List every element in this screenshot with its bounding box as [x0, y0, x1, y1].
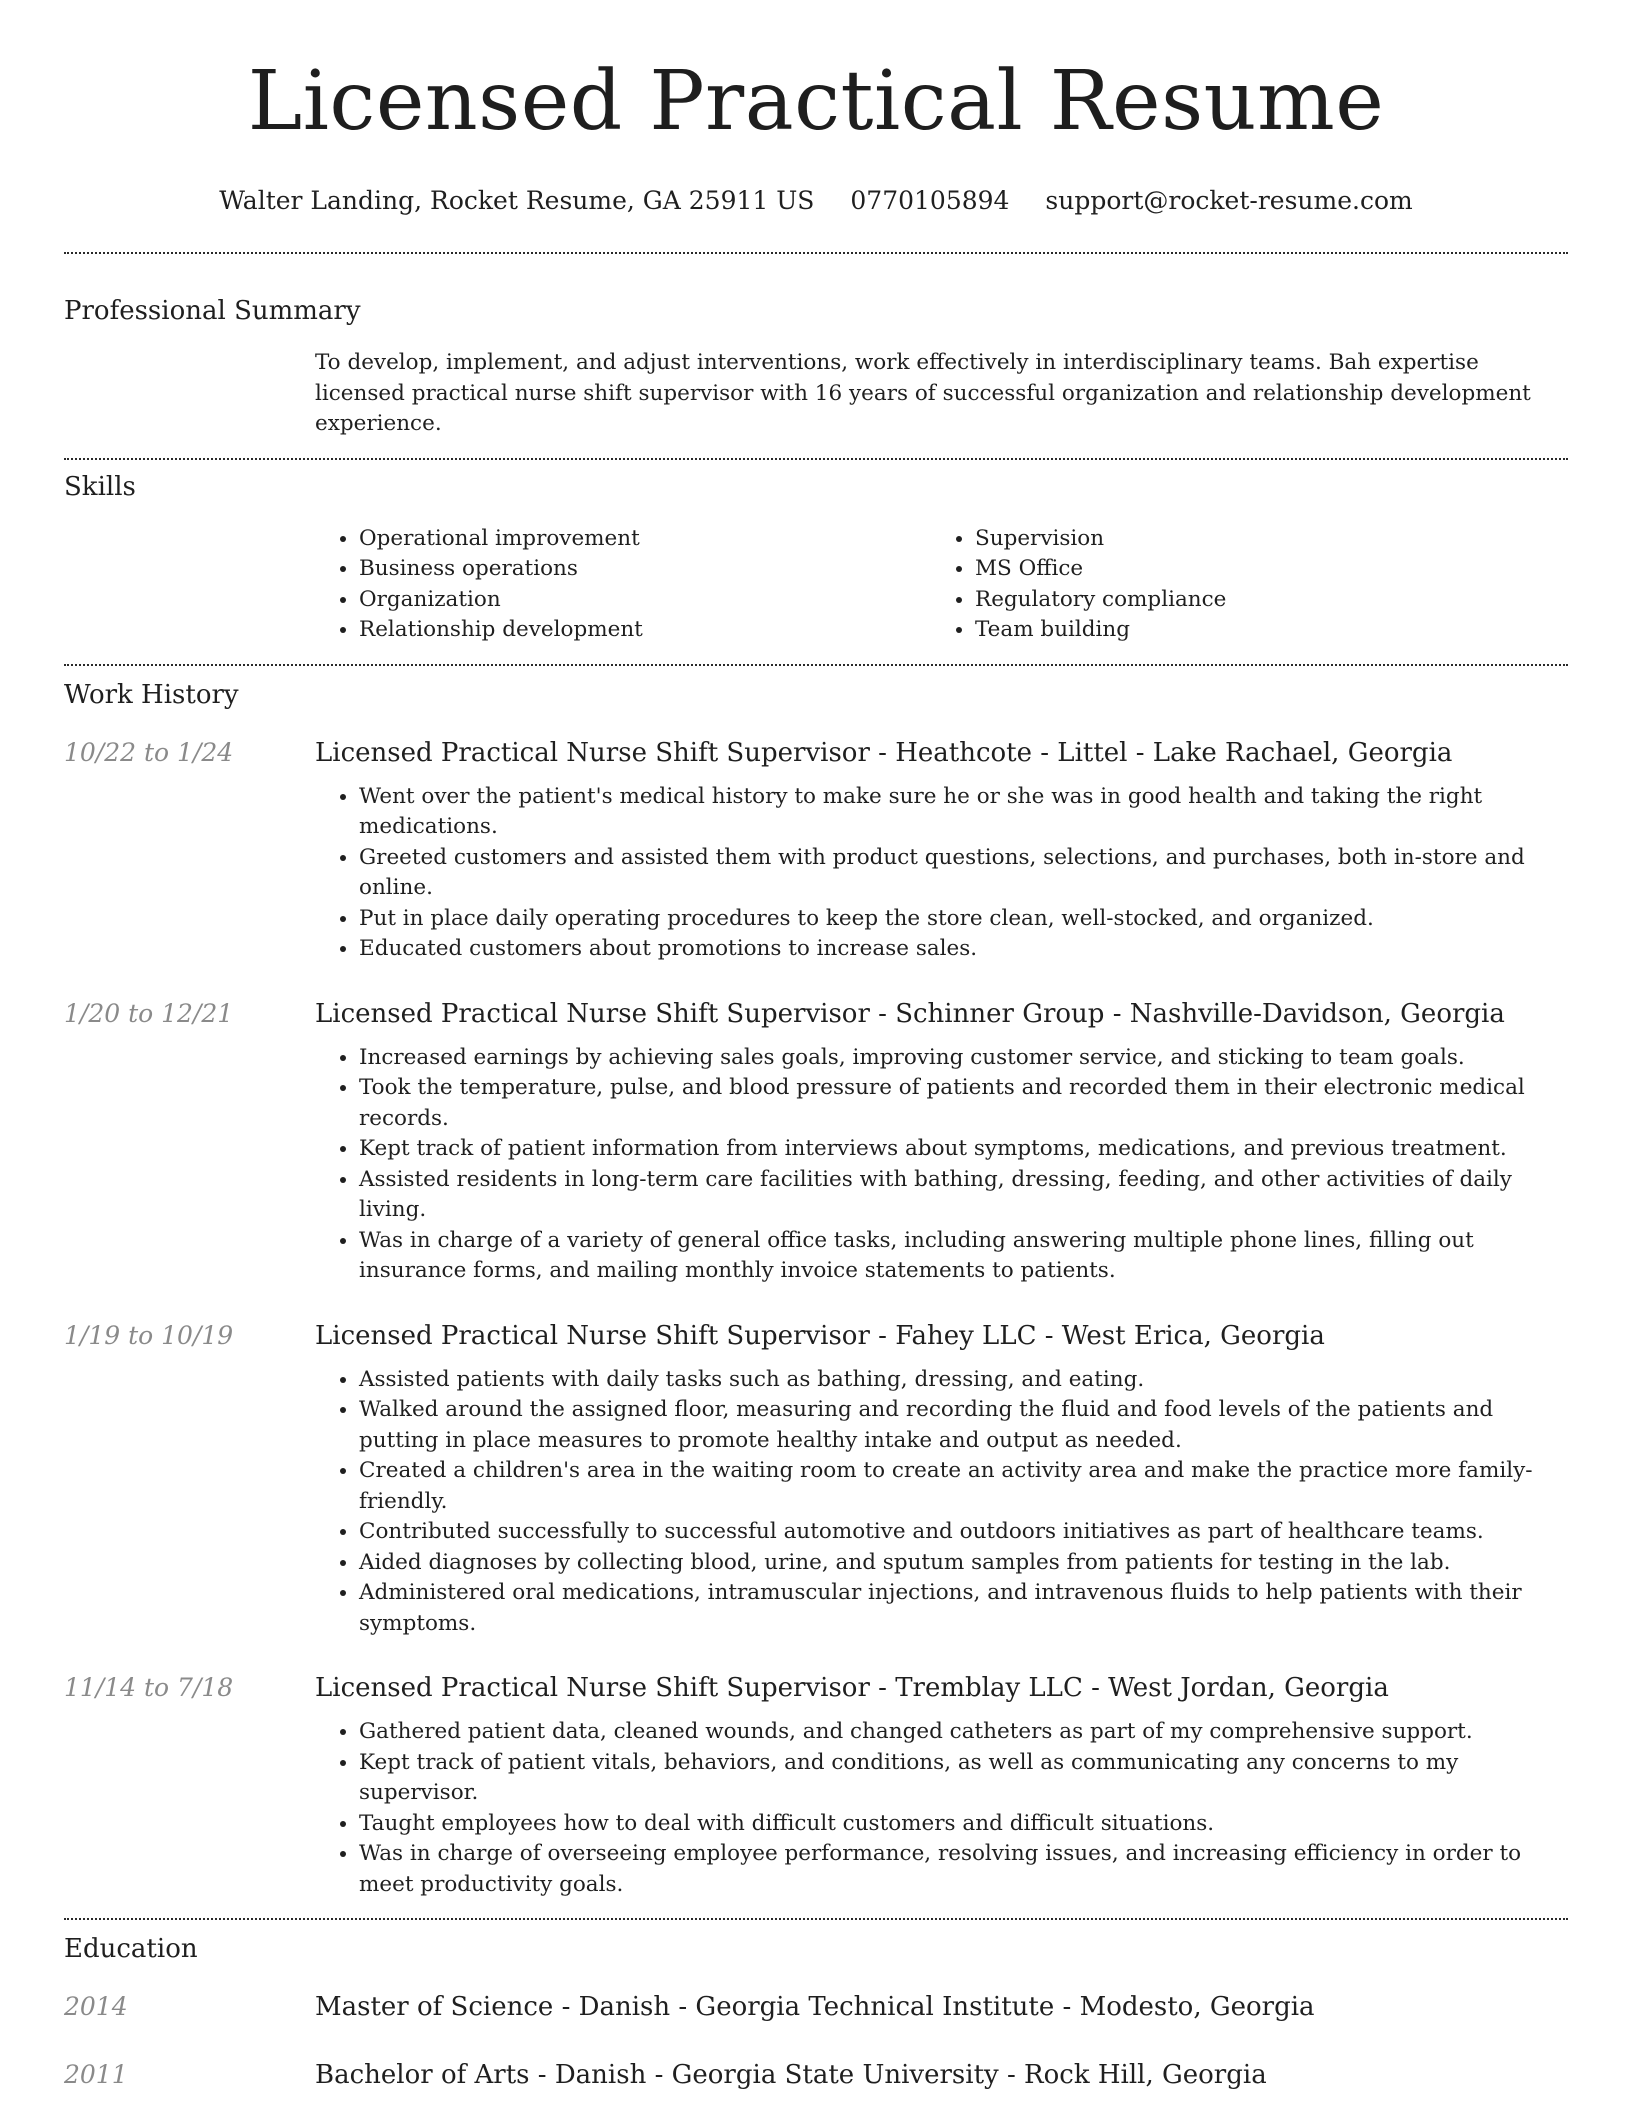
job-bullet: • Greeted customers and assisted them with product questions, selections, and purchases, both in-store and online.	[359, 843, 1568, 904]
job-bullet: • Created a children's area in the waiting room to create an activity area and make the practice more family-friendly.	[359, 1456, 1568, 1517]
divider	[64, 458, 1568, 460]
job-title: Licensed Practical Nurse Shift Supervisor - Tremblay LLC - West Jordan, Georgia	[315, 1673, 1389, 1703]
contact-address: Walter Landing, Rocket Resume, GA 25911 US	[219, 186, 815, 215]
skill-item: • Supervision	[975, 524, 1547, 555]
job-bullet: • Gathered patient data, cleaned wounds, and changed catheters as part of my comprehensive support.	[359, 1717, 1568, 1748]
skill-item: • MS Office	[975, 554, 1547, 585]
skill-item: • Operational improvement	[359, 524, 931, 555]
job-bullet: • Was in charge of a variety of general office tasks, including answering multiple phone lines, filling out insurance forms, and mailing monthly invoice statements to patients.	[359, 1226, 1568, 1287]
job-bullet: • Educated customers about promotions to increase sales.	[359, 934, 1568, 965]
education-title: Master of Science - Danish - Georgia Technical Institute - Modesto, Georgia	[315, 1992, 1315, 2022]
education-heading: Education	[64, 1934, 198, 1964]
divider	[64, 252, 1568, 254]
job-entry	[64, 1671, 1568, 1900]
divider	[64, 1918, 1568, 1920]
skills-heading: Skills	[64, 471, 136, 502]
job-dates: 10/22 to 1/24	[64, 737, 234, 767]
resume-title: Licensed Practical Resume	[247, 54, 1385, 149]
job-bullets	[315, 782, 1568, 965]
job-bullets	[315, 1043, 1568, 1287]
job-entry	[64, 997, 1568, 1287]
job-bullet: • Administered oral medications, intramuscular injections, and intravenous fluids to help patients with their symptoms.	[359, 1578, 1568, 1639]
summary-section	[64, 294, 1568, 440]
summary-text: To develop, implement, and adjust interventions, work effectively in interdisciplinary teams. Bah expertise licensed practical nurse shift supervisor with 16 years of successful organization and relationship development experience.	[315, 350, 1531, 436]
job-title: Licensed Practical Nurse Shift Supervisor - Heathcote - Littel - Lake Rachael, Georgia	[315, 737, 1453, 768]
skill-item: • Regulatory compliance	[975, 585, 1547, 616]
skill-item: • Team building	[975, 615, 1547, 646]
resume-page	[64, 0, 1568, 2112]
job-bullet: • Put in place daily operating procedures to keep the store clean, well-stocked, and organized.	[359, 904, 1568, 935]
skill-item: • Relationship development	[359, 615, 931, 646]
education-entry	[64, 2058, 1568, 2092]
job-entry	[64, 736, 1568, 965]
education-entry	[64, 1990, 1568, 2024]
skill-item: • Organization	[359, 585, 931, 616]
job-bullet: • Walked around the assigned floor, measuring and recording the fluid and food levels of the patients and putting in place measures to promote healthy intake and output as needed.	[359, 1395, 1568, 1456]
contact-email: support@rocket-resume.com	[1045, 186, 1413, 215]
job-dates: 11/14 to 7/18	[64, 1673, 234, 1702]
job-bullet: • Was in charge of overseeing employee performance, resolving issues, and increasing efficiency in order to meet productivity goals.	[359, 1839, 1568, 1900]
job-entry	[64, 1319, 1568, 1640]
work-heading: Work History	[64, 679, 239, 710]
job-bullet: • Kept track of patient vitals, behaviors, and conditions, as well as communicating any concerns to my supervisor.	[359, 1748, 1568, 1809]
divider	[64, 664, 1568, 666]
job-bullets	[315, 1717, 1568, 1900]
summary-heading: Professional Summary	[64, 296, 361, 326]
job-bullet: • Assisted residents in long-term care facilities with bathing, dressing, feeding, and other activities of daily living.	[359, 1165, 1568, 1226]
job-dates: 1/20 to 12/21	[64, 998, 234, 1028]
job-bullet: • Contributed successfully to successful automotive and outdoors initiatives as part of healthcare teams.	[359, 1517, 1568, 1548]
contact-line	[64, 184, 1568, 218]
job-bullet: • Increased earnings by achieving sales goals, improving customer service, and sticking to team goals.	[359, 1043, 1568, 1074]
job-dates: 1/19 to 10/19	[64, 1320, 234, 1350]
contact-phone: 0770105894	[850, 186, 1010, 215]
education-year: 2014	[64, 1992, 128, 2021]
skill-item: • Business operations	[359, 554, 931, 585]
job-bullets	[315, 1365, 1568, 1640]
job-title: Licensed Practical Nurse Shift Supervisor - Schinner Group - Nashville-Davidson, Georgia	[315, 998, 1505, 1029]
job-title: Licensed Practical Nurse Shift Supervisor - Fahey LLC - West Erica, Georgia	[315, 1320, 1325, 1351]
job-bullet: • Aided diagnoses by collecting blood, urine, and sputum samples from patients for testing in the lab.	[359, 1548, 1568, 1579]
education-section	[64, 1932, 1568, 2092]
job-bullet: • Taught employees how to deal with difficult customers and difficult situations.	[359, 1809, 1568, 1840]
job-bullet: • Took the temperature, pulse, and blood pressure of patients and recorded them in their electronic medical records.	[359, 1073, 1568, 1134]
education-year: 2011	[64, 2060, 128, 2089]
skills-list-right	[931, 524, 1547, 646]
job-bullet: • Went over the patient's medical history to make sure he or she was in good health and taking the right medications.	[359, 782, 1568, 843]
job-bullet: • Assisted patients with daily tasks such as bathing, dressing, and eating.	[359, 1365, 1568, 1396]
skills-section	[64, 470, 1568, 646]
work-section	[64, 678, 1568, 1901]
job-bullet: • Kept track of patient information from interviews about symptoms, medications, and previous treatment.	[359, 1134, 1568, 1165]
skills-list-left	[315, 524, 931, 646]
education-title: Bachelor of Arts - Danish - Georgia State University - Rock Hill, Georgia	[315, 2060, 1267, 2090]
